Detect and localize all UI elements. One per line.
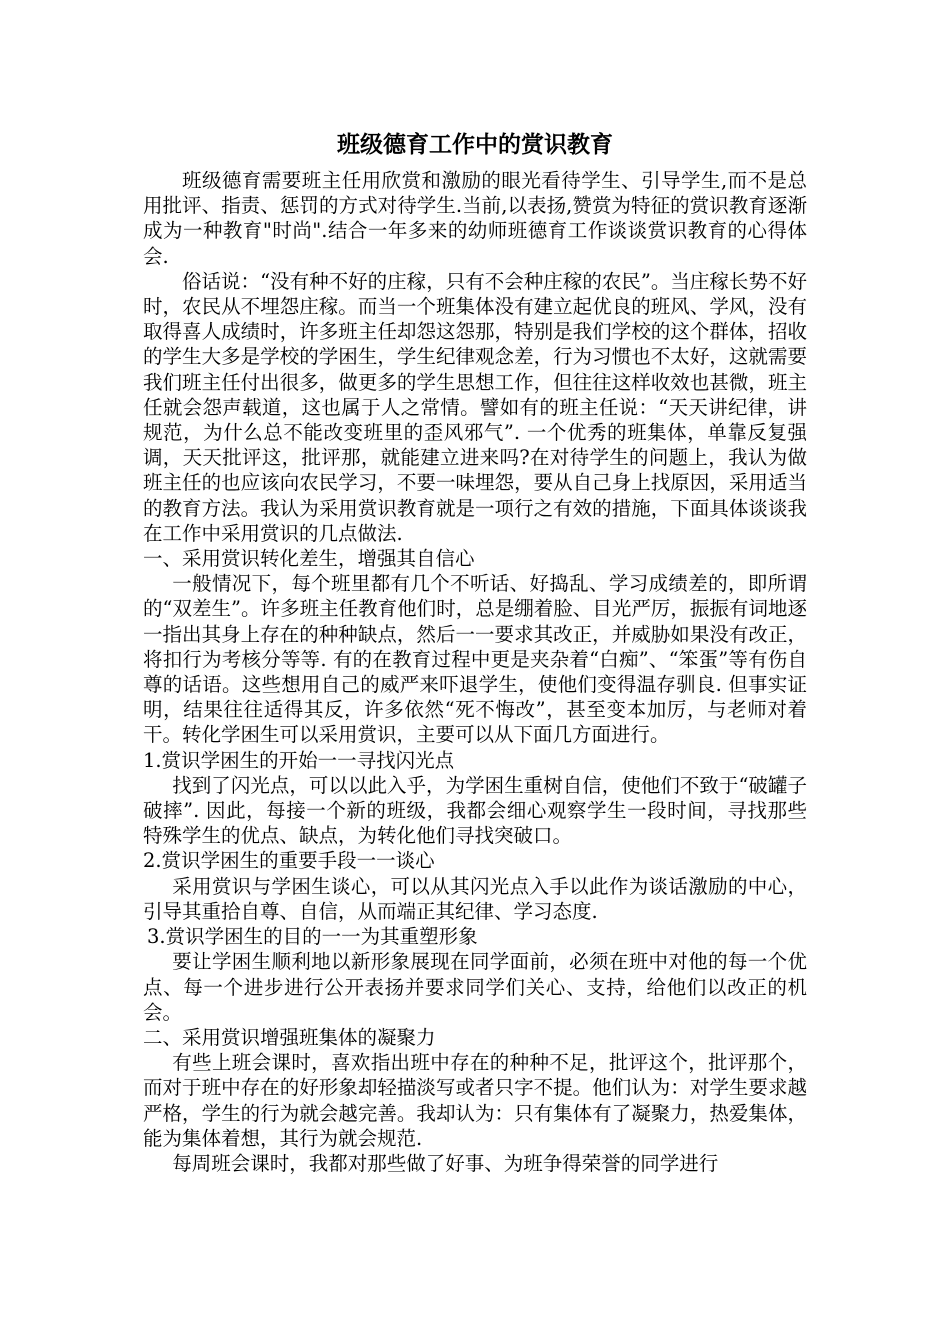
paragraph: 要让学困生顺利地以新形象展现在同学面前，必须在班中对他的每一个优点、每一个进步进行公开表扬并要求同学们关心、支持，给他们以改正的机会。: [143, 950, 807, 1024]
section-heading: 1.赏识学困生的开始一一寻找闪光点: [143, 748, 455, 772]
document-body: [143, 130, 807, 1176]
section-heading: 一、采用赏识转化差生，增强其自信心: [143, 547, 475, 571]
document-title: 班级德育工作中的赏识教育: [337, 131, 613, 158]
document-blocks: [143, 168, 807, 1176]
paragraph: 采用赏识与学困生谈心，可以从其闪光点入手以此作为谈话激励的中心，引导其重拾自尊、自信，从而端正其纪律、学习态度.: [143, 874, 807, 923]
paragraph: 俗话说：“没有种不好的庄稼，只有不会种庄稼的农民”。当庄稼长势不好时，农民从不埋怨庄稼。而当一个班集体没有建立起优良的班风、学风，没有取得喜人成绩时，许多班主任却怨这怨那，特别是我们学校的这个群体，招收的学生大多是学校的学困生，学生纪律观念差，行为习惯也不太好，这就需要我们班主任付出很多，做更多的学生思想工作，但往往这样收效也甚微，班主任就会怨声载道，这也属于人之常情。譬如有的班主任说：“天天讲纪律，讲规范，为什么总不能改变班里的歪风邪气”. 一个优秀的班集体，单靠反复强调，天天批评这，批评那，就能建立进来吗?在对待学生的问题上，我认为做班主任的也应该向农民学习，不要一味埋怨，要从自己身上找原因，采用适当的教育方法。我认为采用赏识教育就是一项行之有效的措施，下面具体谈谈我在工作中采用赏识的几点做法.: [143, 269, 807, 545]
paragraph: 一般情况下，每个班里都有几个不听话、好捣乱、学习成绩差的，即所谓的“双差生”。许多班主任教育他们时，总是绷着脸、目光严厉，振振有词地逐一指出其身上存在的种种缺点，然后一一要求其改正，并威胁如果没有改正，将扣行为考核分等等. 有的在教育过程中更是夹杂着“白痴”、“笨蛋”等有伤自尊的话语。这些想用自己的威严来吓退学生，使他们变得温存驯良. 但事实证明，结果往往适得其反，许多依然“死不悔改”，甚至变本加厉，与老师对着干。转化学困生可以采用赏识，主要可以从下面几方面进行。: [143, 572, 807, 747]
paragraph: 班级德育需要班主任用欣赏和激励的眼光看待学生、引导学生,而不是总用批评、指责、惩罚的方式对待学生.当前,以表扬,赞赏为特征的赏识教育逐渐成为一种教育"时尚".结合一年多来的幼师班德育工作谈谈赏识教育的心得体会.: [143, 169, 807, 268]
paragraph: 每周班会课时，我都对那些做了好事、为班争得荣誉的同学进行: [172, 1151, 719, 1175]
section-heading: 3.赏识学困生的目的一一为其重塑形象: [147, 925, 478, 949]
section-heading: 2.赏识学困生的重要手段一一谈心: [143, 849, 435, 873]
section-heading: 二、采用赏识增强班集体的凝聚力: [143, 1025, 436, 1049]
paragraph: 有些上班会课时，喜欢指出班中存在的种种不足，批评这个，批评那个，而对于班中存在的好形象却轻描淡写或者只字不提。他们认为：对学生要求越严格，学生的行为就会越完善。我却认为：只有集体有了凝聚力，热爱集体，能为集体着想，其行为就会规范.: [143, 1051, 807, 1150]
paragraph: 找到了闪光点，可以以此入乎，为学困生重树自信，使他们不致于“破罐子破摔”. 因此，每接一个新的班级，我都会细心观察学生一段时间，寻找那些特殊学生的优点、缺点，为转化他们寻找突破口。: [143, 773, 807, 848]
